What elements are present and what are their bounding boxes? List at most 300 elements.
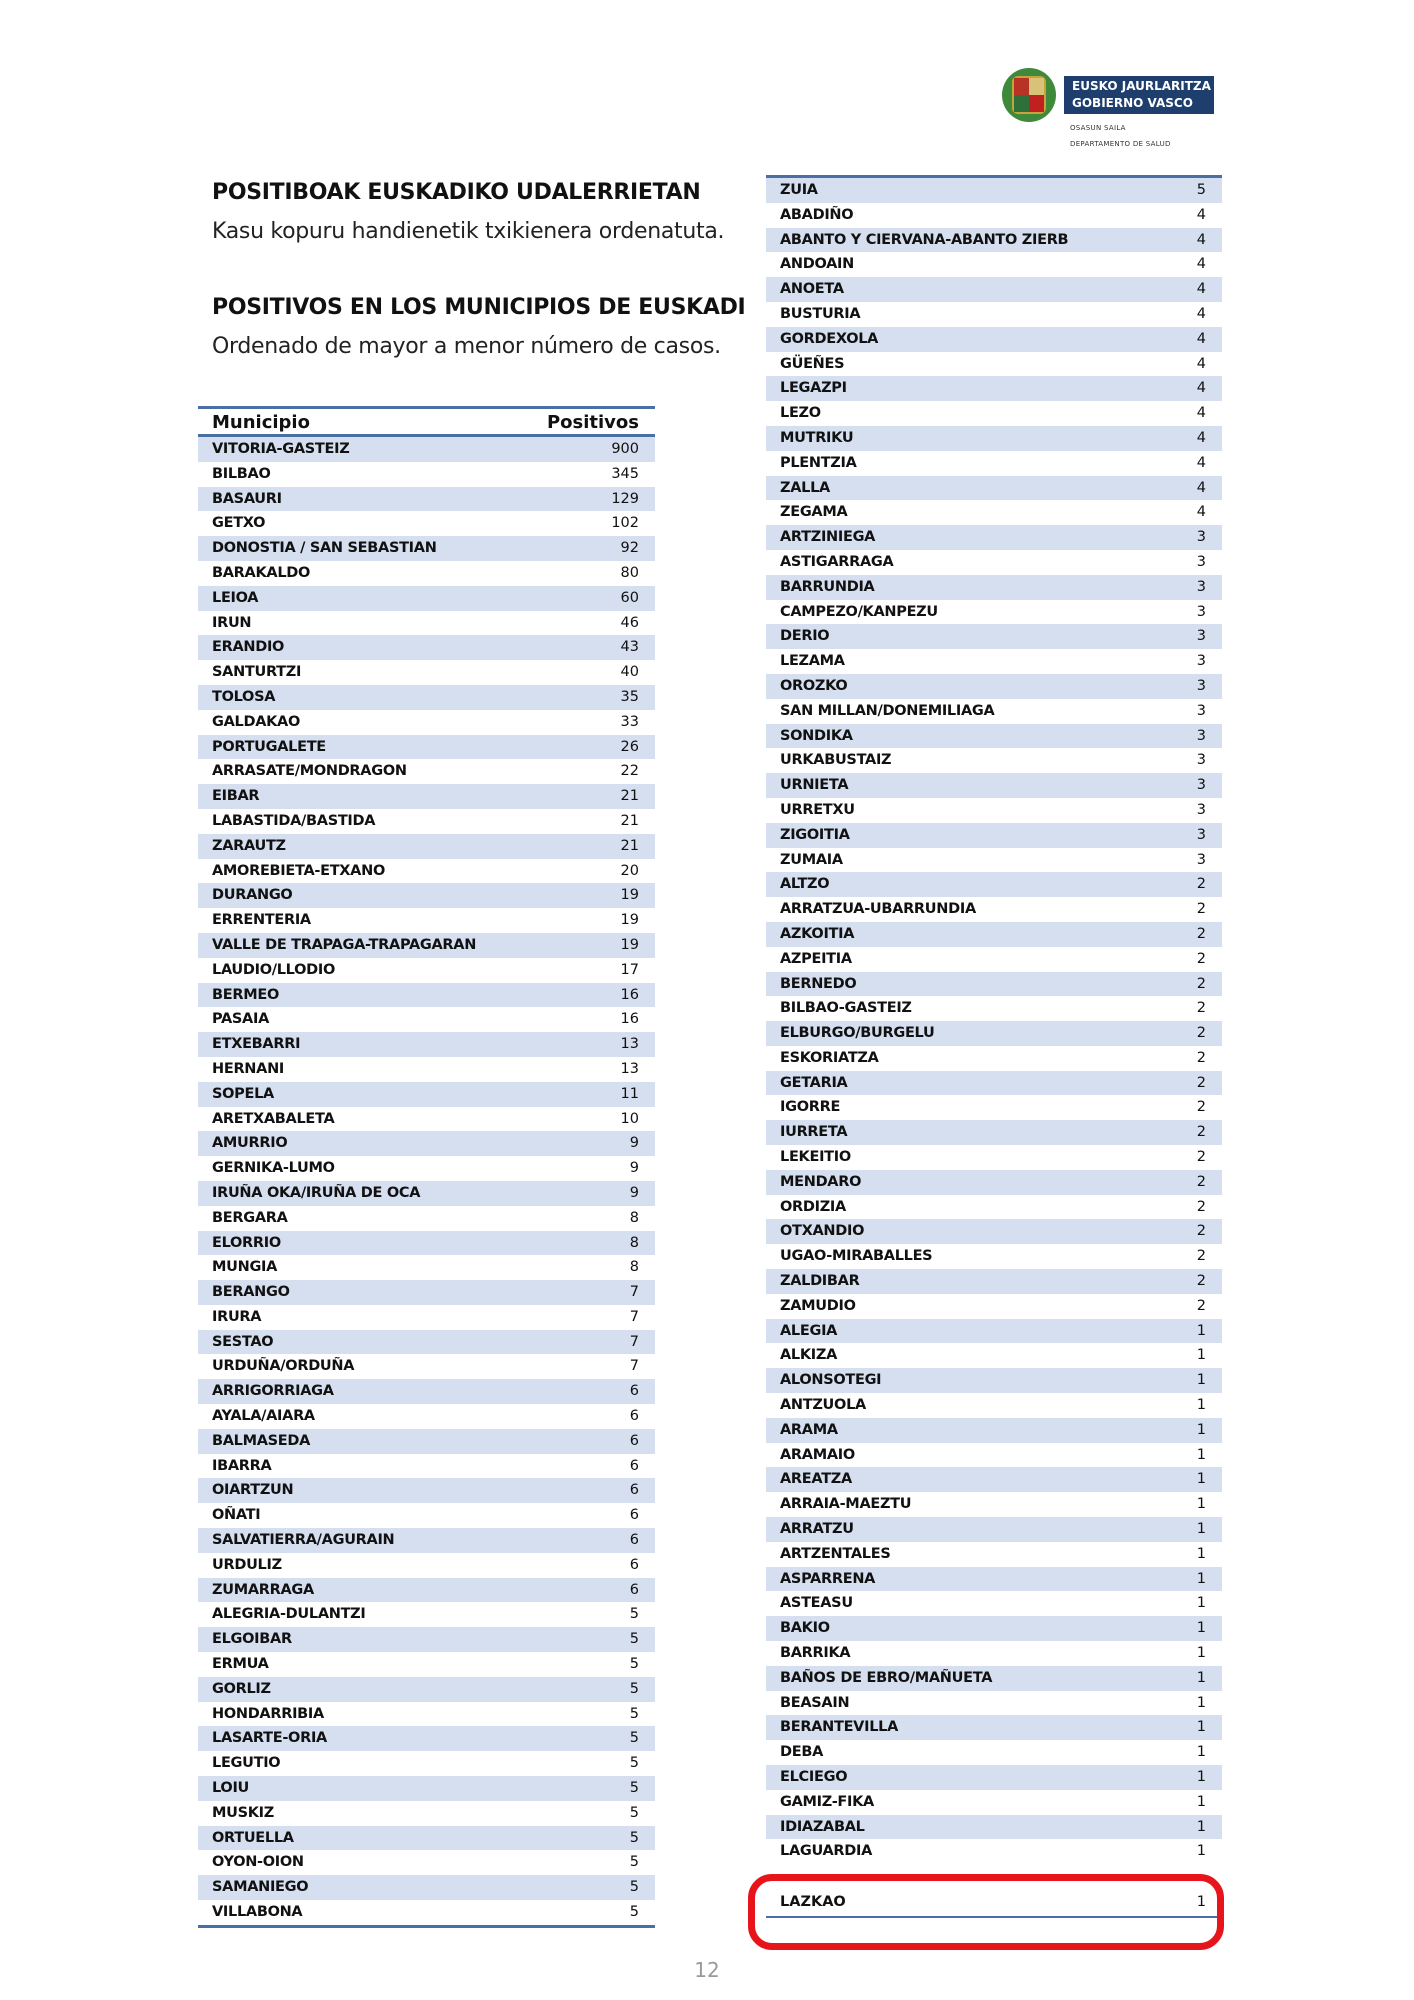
row-value: 1 (1196, 1818, 1206, 1835)
row-value: 2 (1196, 925, 1206, 942)
row-name: IRUÑA OKA/IRUÑA DE OCA (212, 1184, 421, 1201)
row-name: ZIGOITIA (780, 826, 850, 843)
header-municipio: Municipio (212, 412, 310, 433)
table-row (766, 1467, 1222, 1492)
table-bottom-rule (198, 1925, 655, 1928)
es-title: POSITIVOS EN LOS MUNICIPIOS DE EUSKADI (212, 295, 746, 320)
highlight-box (748, 1874, 1224, 1950)
row-value: 2 (1196, 1099, 1206, 1116)
table-row (198, 1503, 655, 1528)
row-name: BASAURI (212, 490, 282, 507)
table-row (766, 203, 1222, 228)
row-name: PASAIA (212, 1011, 270, 1028)
right-table (766, 175, 1222, 1864)
row-value: 11 (620, 1085, 639, 1102)
row-name: BAKIO (780, 1620, 830, 1637)
table-row (766, 748, 1222, 773)
row-value: 2 (1196, 950, 1206, 967)
row-name: IBARRA (212, 1457, 272, 1474)
row-name: ZALLA (780, 479, 830, 496)
row-value: 1 (1196, 1793, 1206, 1810)
table-row (766, 228, 1222, 253)
table-row (198, 1478, 655, 1503)
table-row (766, 1393, 1222, 1418)
table-row (766, 1815, 1222, 1840)
row-name: LEGUTIO (212, 1755, 281, 1772)
row-value: 6 (629, 1532, 639, 1549)
row-value: 4 (1196, 405, 1206, 422)
row-name: OIARTZUN (212, 1482, 294, 1499)
row-value: 3 (1196, 727, 1206, 744)
row-name: UGAO-MIRABALLES (780, 1248, 933, 1265)
row-value: 5 (629, 1829, 639, 1846)
row-name: ARRIGORRIAGA (212, 1383, 334, 1400)
row-name: ARRASATE/MONDRAGON (212, 763, 407, 780)
row-name: BARRIKA (780, 1645, 851, 1662)
row-name: URNIETA (780, 777, 849, 794)
row-name: ETXEBARRI (212, 1036, 301, 1053)
row-value: 2 (1196, 1025, 1206, 1042)
table-row (198, 1602, 655, 1627)
row-value: 2 (1196, 1173, 1206, 1190)
row-value: 6 (629, 1457, 639, 1474)
row-value: 7 (629, 1308, 639, 1325)
row-name: LEKEITIO (780, 1149, 851, 1166)
logo-sub-1: OSASUN SAILA (1070, 124, 1126, 132)
row-name: ERRENTERIA (212, 912, 311, 929)
row-value: 21 (620, 837, 639, 854)
row-value: 26 (620, 738, 639, 755)
row-value: 5 (629, 1656, 639, 1673)
row-value: 1 (1196, 1570, 1206, 1587)
table-row (198, 1677, 655, 1702)
row-value: 16 (620, 1011, 639, 1028)
row-name: ZEGAMA (780, 504, 848, 521)
row-value: 1 (1196, 1372, 1206, 1389)
eu-subtitle: Kasu kopuru handienetik txikienera ordenatuta. (212, 219, 725, 244)
row-name: IRUN (212, 614, 252, 631)
table-row (198, 1131, 655, 1156)
row-name: BILBAO-GASTEIZ (780, 1000, 912, 1017)
table-row (766, 798, 1222, 823)
row-value: 1 (1196, 1322, 1206, 1339)
table-row (198, 1379, 655, 1404)
row-value: 1 (1196, 1894, 1206, 1910)
table-row (766, 996, 1222, 1021)
table-row (198, 908, 655, 933)
table-row (198, 487, 655, 512)
row-value: 1 (1196, 1620, 1206, 1637)
row-name: URRETXU (780, 801, 855, 818)
table-row (766, 1616, 1222, 1641)
table-row (766, 1343, 1222, 1368)
table-row (198, 1404, 655, 1429)
left-table (198, 406, 655, 1928)
table-row (198, 834, 655, 859)
row-value: 1 (1196, 1496, 1206, 1513)
table-row (198, 809, 655, 834)
row-value: 3 (1196, 653, 1206, 670)
row-value: 3 (1196, 603, 1206, 620)
row-name: ELORRIO (212, 1234, 281, 1251)
row-value: 1 (1196, 1347, 1206, 1364)
table-row (198, 1702, 655, 1727)
row-value: 6 (629, 1556, 639, 1573)
row-value: 19 (620, 936, 639, 953)
row-name: ARAMA (780, 1421, 838, 1438)
table-row (766, 426, 1222, 451)
row-value: 5 (1196, 182, 1206, 198)
row-value: 80 (620, 564, 639, 581)
logo-line-2: GOBIERNO VASCO (1072, 96, 1193, 110)
page-number: 12 (694, 1958, 720, 1982)
row-value: 1 (1196, 1545, 1206, 1562)
row-name: ZAMUDIO (780, 1297, 856, 1314)
row-value: 4 (1196, 380, 1206, 397)
table-row (198, 1156, 655, 1181)
row-value: 3 (1196, 826, 1206, 843)
coat-of-arms-icon (1000, 66, 1058, 124)
table-row (198, 437, 655, 462)
row-value: 8 (629, 1209, 639, 1226)
table-row (198, 1900, 655, 1925)
table-row (766, 1170, 1222, 1195)
row-value: 5 (629, 1631, 639, 1648)
table-row (198, 1082, 655, 1107)
table-row (766, 1492, 1222, 1517)
table-row (766, 699, 1222, 724)
row-value: 22 (620, 763, 639, 780)
row-value: 60 (620, 589, 639, 606)
row-name: MENDARO (780, 1173, 862, 1190)
row-value: 102 (611, 515, 639, 532)
row-value: 900 (611, 441, 639, 457)
row-name: MUSKIZ (212, 1804, 274, 1821)
row-name: BERMEO (212, 986, 279, 1003)
row-name: ELBURGO/BURGELU (780, 1025, 935, 1042)
row-name: EIBAR (212, 788, 260, 805)
table-row (198, 883, 655, 908)
row-value: 3 (1196, 702, 1206, 719)
row-value: 1 (1196, 1669, 1206, 1686)
table-row (198, 1181, 655, 1206)
row-value: 43 (620, 639, 639, 656)
table-row (198, 1776, 655, 1801)
row-name: AZPEITIA (780, 950, 852, 967)
table-row (766, 1071, 1222, 1096)
row-name: BAÑOS DE EBRO/MAÑUETA (780, 1669, 993, 1686)
row-value: 19 (620, 887, 639, 904)
row-name: DERIO (780, 628, 830, 645)
row-value: 4 (1196, 330, 1206, 347)
row-name: VILLABONA (212, 1904, 303, 1921)
row-value: 5 (629, 1730, 639, 1747)
table-row (198, 784, 655, 809)
table-row (198, 635, 655, 660)
table-row (766, 500, 1222, 525)
table-row (198, 1032, 655, 1057)
row-value: 6 (629, 1581, 639, 1598)
table-row (198, 1354, 655, 1379)
row-value: 9 (629, 1160, 639, 1177)
row-value: 3 (1196, 752, 1206, 769)
row-name: BERANGO (212, 1284, 290, 1301)
table-row (766, 1046, 1222, 1071)
table-row (766, 1666, 1222, 1691)
row-name: OYON-OION (212, 1854, 304, 1871)
table-row (198, 933, 655, 958)
row-name: GETARIA (780, 1074, 848, 1091)
table-row (766, 550, 1222, 575)
row-name: VITORIA-GASTEIZ (212, 441, 350, 457)
table-row (766, 376, 1222, 401)
row-name: BERANTEVILLA (780, 1719, 898, 1736)
table-row (766, 1145, 1222, 1170)
table-row (766, 1790, 1222, 1815)
row-name: ARRAIA-MAEZTU (780, 1496, 912, 1513)
row-name: GORLIZ (212, 1680, 271, 1697)
row-name: ORDIZIA (780, 1198, 846, 1215)
row-value: 2 (1196, 1248, 1206, 1265)
table-row (766, 252, 1222, 277)
row-value: 6 (629, 1408, 639, 1425)
row-name: URDULIZ (212, 1556, 282, 1573)
table-row (766, 922, 1222, 947)
row-value: 7 (629, 1358, 639, 1375)
table-row (766, 897, 1222, 922)
table-row (766, 1443, 1222, 1468)
table-row (198, 1255, 655, 1280)
table-row (198, 462, 655, 487)
row-value: 2 (1196, 1049, 1206, 1066)
row-value: 20 (620, 862, 639, 879)
row-name: IGORRE (780, 1099, 841, 1116)
row-name: ZUIA (780, 182, 818, 198)
row-value: 2 (1196, 1149, 1206, 1166)
table-row (766, 1269, 1222, 1294)
row-name: LEZO (780, 405, 821, 422)
row-name: OTXANDIO (780, 1223, 865, 1240)
row-name: VALLE DE TRAPAGA-TRAPAGARAN (212, 936, 477, 953)
row-value: 4 (1196, 479, 1206, 496)
row-value: 4 (1196, 256, 1206, 273)
table-row (198, 1305, 655, 1330)
row-value: 6 (629, 1432, 639, 1449)
table-row (198, 1751, 655, 1776)
row-value: 13 (620, 1060, 639, 1077)
row-name: URKABUSTAIZ (780, 752, 892, 769)
row-name: ERMUA (212, 1656, 269, 1673)
row-value: 2 (1196, 1297, 1206, 1314)
row-name: BUSTURIA (780, 305, 861, 322)
row-value: 6 (629, 1482, 639, 1499)
table-row (766, 600, 1222, 625)
row-value: 5 (629, 1854, 639, 1871)
row-name: ARRATZU (780, 1521, 854, 1538)
row-name: GERNIKA-LUMO (212, 1160, 335, 1177)
row-name: LAZKAO (780, 1894, 846, 1910)
row-value: 33 (620, 713, 639, 730)
row-name: ALKIZA (780, 1347, 838, 1364)
table-row (766, 848, 1222, 873)
es-subtitle: Ordenado de mayor a menor número de casos. (212, 334, 721, 359)
row-name: SAN MILLAN/DONEMILIAGA (780, 702, 995, 719)
table-row (766, 1591, 1222, 1616)
row-value: 1 (1196, 1694, 1206, 1711)
table-row (198, 1528, 655, 1553)
row-name: TOLOSA (212, 688, 276, 705)
table-row (766, 1418, 1222, 1443)
row-value: 3 (1196, 851, 1206, 868)
row-value: 2 (1196, 1000, 1206, 1017)
eu-title: POSITIBOAK EUSKADIKO UDALERRIETAN (212, 180, 701, 205)
row-value: 2 (1196, 1074, 1206, 1091)
row-name: LAGUARDIA (780, 1843, 873, 1860)
table-row (766, 1195, 1222, 1220)
row-name: ALTZO (780, 876, 830, 893)
row-name: ANDOAIN (780, 256, 854, 273)
table-row (198, 511, 655, 536)
row-value: 1 (1196, 1397, 1206, 1414)
row-name: ERANDIO (212, 639, 285, 656)
row-name: PLENTZIA (780, 454, 857, 471)
table-row (198, 1875, 655, 1900)
row-name: ARETXABALETA (212, 1110, 335, 1127)
row-name: URDUÑA/ORDUÑA (212, 1358, 355, 1375)
row-value: 1 (1196, 1769, 1206, 1785)
right-table-body (766, 178, 1222, 1864)
row-name: ALEGIA (780, 1322, 838, 1339)
table-row (198, 1007, 655, 1032)
row-value: 16 (620, 986, 639, 1003)
row-name: ABADIÑO (780, 206, 854, 223)
row-name: DURANGO (212, 887, 293, 904)
table-row (198, 1057, 655, 1082)
table-row (198, 1553, 655, 1578)
row-value: 2 (1196, 1273, 1206, 1290)
row-value: 3 (1196, 777, 1206, 794)
row-name: ASPARRENA (780, 1570, 876, 1587)
row-name: AMOREBIETA-ETXANO (212, 862, 385, 879)
row-name: BARAKALDO (212, 564, 311, 581)
row-name: MUNGIA (212, 1259, 278, 1276)
table-row (766, 823, 1222, 848)
row-value: 1 (1196, 1843, 1206, 1860)
row-name: ASTEASU (780, 1595, 853, 1612)
row-name: ARTZINIEGA (780, 529, 876, 546)
header-positivos: Positivos (546, 412, 639, 433)
row-name: IRURA (212, 1308, 262, 1325)
table-row (766, 451, 1222, 476)
row-name: CAMPEZO/KANPEZU (780, 603, 938, 620)
row-name: HONDARRIBIA (212, 1705, 324, 1722)
table-row (766, 972, 1222, 997)
table-row (766, 724, 1222, 749)
table-row (766, 525, 1222, 550)
table-row (766, 1641, 1222, 1666)
row-name: BALMASEDA (212, 1432, 311, 1449)
table-row (198, 660, 655, 685)
table-row (198, 1107, 655, 1132)
table-row (766, 947, 1222, 972)
row-value: 4 (1196, 206, 1206, 223)
table-row (198, 1726, 655, 1751)
row-name: IURRETA (780, 1124, 848, 1141)
table-row (198, 536, 655, 561)
row-name: ANTZUOLA (780, 1397, 866, 1414)
table-row (198, 1801, 655, 1826)
table-row (766, 1368, 1222, 1393)
table-row (198, 1429, 655, 1454)
row-name: OÑATI (212, 1507, 261, 1524)
row-name: LASARTE-ORIA (212, 1730, 327, 1747)
table-row (766, 1517, 1222, 1542)
table-row (198, 611, 655, 636)
row-name: DONOSTIA / SAN SEBASTIAN (212, 540, 437, 557)
row-value: 3 (1196, 578, 1206, 595)
row-name: PORTUGALETE (212, 738, 326, 755)
row-value: 1 (1196, 1446, 1206, 1463)
row-name: LEGAZPI (780, 380, 847, 397)
row-value: 5 (629, 1755, 639, 1772)
row-name: LABASTIDA/BASTIDA (212, 812, 376, 829)
row-value: 9 (629, 1135, 639, 1152)
table-row (198, 759, 655, 784)
row-value: 13 (620, 1036, 639, 1053)
table-row (766, 401, 1222, 426)
row-name: BILBAO (212, 465, 271, 482)
row-name: ZARAUTZ (212, 837, 286, 854)
row-value: 129 (611, 490, 639, 507)
table-row (766, 327, 1222, 352)
row-name: SOPELA (212, 1085, 274, 1102)
row-value: 1 (1196, 1421, 1206, 1438)
row-value: 2 (1196, 975, 1206, 992)
row-name: AZKOITIA (780, 925, 855, 942)
row-name: ABANTO Y CIERVANA-ABANTO ZIERB (780, 231, 1069, 248)
row-name: ASTIGARRAGA (780, 553, 894, 570)
row-value: 9 (629, 1184, 639, 1201)
row-value: 1 (1196, 1471, 1206, 1488)
table-row (198, 1627, 655, 1652)
table-header (198, 406, 655, 437)
row-name: ALEGRIA-DULANTZI (212, 1606, 366, 1623)
row-name: BERNEDO (780, 975, 857, 992)
row-value: 3 (1196, 553, 1206, 570)
row-name: BERGARA (212, 1209, 288, 1226)
row-value: 2 (1196, 901, 1206, 918)
row-value: 3 (1196, 801, 1206, 818)
row-name: BEASAIN (780, 1694, 850, 1711)
row-name: AYALA/AIARA (212, 1408, 315, 1425)
row-name: AREATZA (780, 1471, 852, 1488)
table-row (766, 1319, 1222, 1344)
table-row (198, 1231, 655, 1256)
table-row (766, 1691, 1222, 1716)
table-row (766, 624, 1222, 649)
row-name: SALVATIERRA/AGURAIN (212, 1532, 395, 1549)
row-value: 21 (620, 812, 639, 829)
table-row (198, 561, 655, 586)
row-name: BARRUNDIA (780, 578, 875, 595)
row-name: IDIAZABAL (780, 1818, 865, 1835)
row-value: 5 (629, 1606, 639, 1623)
row-value: 5 (629, 1804, 639, 1821)
table-row (766, 1219, 1222, 1244)
row-value: 40 (620, 664, 639, 681)
table-row (198, 1206, 655, 1231)
table-row (198, 1454, 655, 1479)
